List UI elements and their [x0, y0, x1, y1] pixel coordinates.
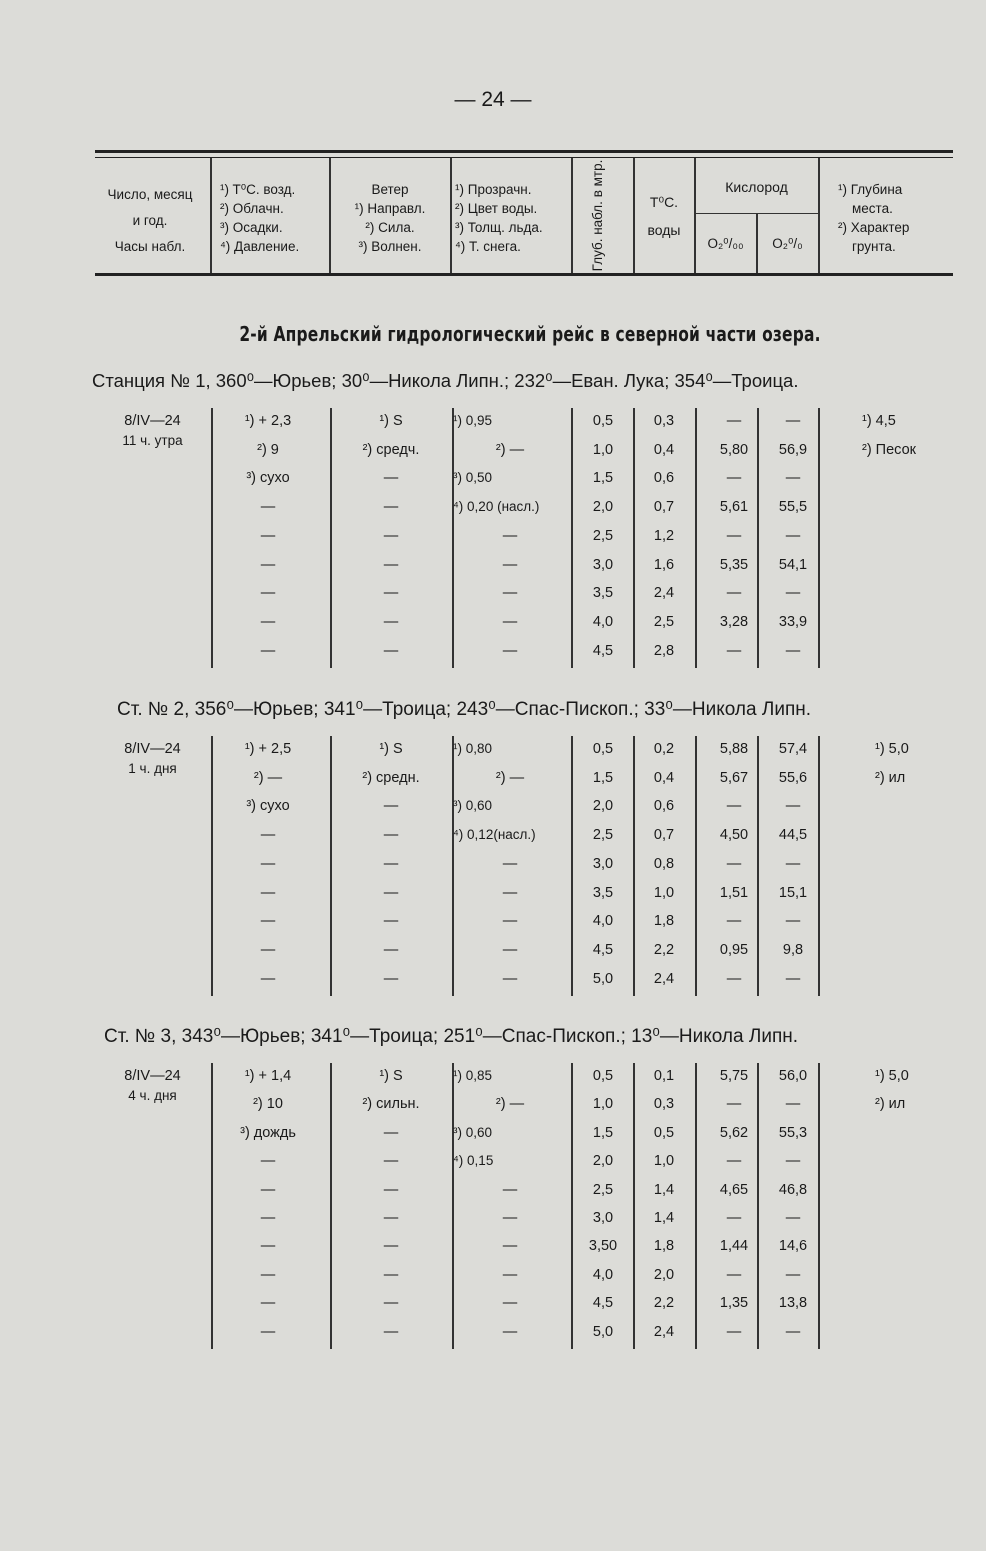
table-cell: ³) 0,50: [453, 470, 493, 486]
table-cell: 1,5: [592, 1124, 614, 1141]
station-2-heading: Ст. № 2, 356⁰—Юрьев; 341⁰—Троица; 243⁰—Спас-Пископ.; 33⁰—Никола Липн.: [117, 699, 812, 720]
table-cell: —: [260, 970, 276, 987]
table-cell: 1,0: [653, 884, 675, 901]
table-cell: —: [785, 642, 801, 659]
station-date: 1 ч. дня: [128, 761, 177, 776]
table-cell: 2,5: [592, 527, 614, 544]
table-cell: —: [502, 585, 518, 602]
table-cell: —: [260, 556, 276, 573]
table-cell: —: [726, 1210, 742, 1226]
table-cell: ²) средн.: [362, 769, 420, 786]
table-cell: ⁴) 0,15: [453, 1153, 494, 1169]
table-cell: 3,0: [592, 556, 614, 573]
table-cell: 3,0: [592, 855, 614, 872]
table-cell: —: [383, 642, 399, 659]
header-bottom-rule: [95, 273, 953, 276]
table-cell: ²) 10: [253, 1096, 283, 1113]
table-cell: 2,5: [592, 827, 614, 844]
station-ground: ¹) 5,0: [875, 1068, 909, 1084]
header-oxygen-percent: O₂⁰/₀: [772, 236, 803, 251]
table-cell: —: [260, 499, 276, 516]
table-cell: 5,0: [592, 970, 614, 987]
table-cell: ²) средч.: [362, 441, 420, 458]
table-cell: ³) сухо: [246, 470, 290, 487]
station-ground: ¹) 5,0: [875, 741, 909, 757]
header-ground-col: ¹) Глубина места. ²) Характер грунта.: [838, 182, 910, 254]
table-cell: —: [260, 527, 276, 544]
table-cell: —: [785, 1096, 801, 1113]
table-cell: ¹) + 2,3: [244, 413, 292, 429]
table-cell: —: [383, 1181, 399, 1198]
table-cell: 1,4: [653, 1181, 675, 1198]
table-cell: —: [785, 470, 801, 487]
station-ground: ²) Песок: [862, 441, 916, 458]
table-cell: 1,8: [653, 913, 675, 930]
table-cell: —: [502, 1238, 518, 1255]
table-cell: 5,80: [719, 441, 749, 458]
table-cell: 0,3: [653, 1096, 675, 1113]
table-cell: 1,5: [592, 769, 614, 786]
table-cell: 15,1: [778, 884, 808, 901]
table-cell: 5,67: [719, 769, 749, 786]
header-divider: [694, 158, 696, 273]
table-cell: 0,5: [592, 1068, 614, 1084]
header-divider: [818, 158, 820, 273]
table-cell: 4,0: [592, 1266, 614, 1283]
table-cell: 0,4: [653, 441, 675, 458]
table-cell: 0,3: [653, 413, 675, 429]
table-cell: ²) —: [253, 769, 283, 786]
station-date: 8/IV—24: [124, 413, 181, 429]
table-cell: 2,4: [653, 1323, 675, 1340]
table-cell: 5,61: [719, 499, 749, 516]
table-cell: —: [726, 1266, 742, 1283]
table-divider: [330, 1063, 332, 1349]
table-cell: ³) дождь: [240, 1124, 296, 1141]
table-cell: —: [383, 1238, 399, 1255]
table-cell: 0,6: [653, 798, 675, 815]
table-cell: —: [383, 1266, 399, 1283]
table-cell: 5,35: [719, 556, 749, 573]
section-title: 2-й Апрельский гидрологический рейс в северной части озера.: [239, 322, 821, 346]
table-cell: —: [726, 855, 742, 872]
table-cell: 1,5: [592, 470, 614, 487]
table-divider: [695, 736, 697, 996]
table-cell: 13,8: [778, 1295, 808, 1312]
table-cell: —: [785, 1210, 801, 1226]
table-cell: —: [383, 1210, 399, 1226]
table-cell: —: [502, 1210, 518, 1226]
table-cell: 5,88: [719, 741, 749, 757]
table-cell: —: [726, 470, 742, 487]
table-cell: 1,0: [592, 1096, 614, 1113]
table-cell: —: [260, 642, 276, 659]
table-cell: —: [785, 970, 801, 987]
table-cell: 1,0: [592, 441, 614, 458]
header-date-col: Число, месяц и год. Часы набл.: [107, 187, 193, 254]
table-cell: —: [260, 827, 276, 844]
table-cell: ⁴) 0,12(насл.): [453, 827, 536, 843]
table-cell: —: [383, 527, 399, 544]
table-cell: —: [260, 1181, 276, 1198]
table-cell: 55,5: [778, 499, 808, 516]
table-cell: 2,0: [592, 1153, 614, 1170]
station-date: 8/IV—24: [124, 741, 181, 757]
station-ground: ²) ил: [875, 769, 906, 786]
table-cell: —: [383, 970, 399, 987]
table-cell: 0,6: [653, 470, 675, 487]
table-cell: —: [726, 527, 742, 544]
table-cell: ²) 9: [257, 441, 279, 458]
table-cell: —: [383, 556, 399, 573]
table-cell: 2,8: [653, 642, 675, 659]
table-cell: 56,0: [778, 1068, 808, 1084]
table-cell: —: [260, 613, 276, 630]
table-cell: 2,5: [592, 1181, 614, 1198]
table-cell: 1,44: [719, 1238, 749, 1255]
table-cell: —: [502, 642, 518, 659]
table-cell: —: [383, 1323, 399, 1340]
table-cell: 9,8: [782, 941, 804, 958]
table-cell: 1,35: [719, 1295, 749, 1312]
table-cell: —: [383, 913, 399, 930]
table-cell: —: [383, 884, 399, 901]
page-number: — 24 —: [454, 88, 532, 111]
table-cell: 0,5: [592, 741, 614, 757]
table-cell: —: [383, 470, 399, 487]
table-cell: —: [502, 613, 518, 630]
table-cell: ¹) + 1,4: [244, 1068, 292, 1084]
table-cell: 0,8: [653, 855, 675, 872]
table-cell: —: [383, 1153, 399, 1170]
table-cell: 5,62: [719, 1124, 749, 1141]
table-cell: 2,5: [653, 613, 675, 630]
table-cell: —: [785, 798, 801, 815]
table-cell: ¹) 0,85: [453, 1068, 493, 1083]
table-cell: —: [726, 1153, 742, 1170]
table-cell: —: [260, 1295, 276, 1312]
table-cell: —: [383, 613, 399, 630]
table-cell: 0,4: [653, 769, 675, 786]
table-cell: —: [260, 913, 276, 930]
table-cell: 46,8: [778, 1181, 808, 1198]
table-cell: 2,0: [592, 798, 614, 815]
table-cell: —: [260, 1210, 276, 1226]
table-cell: 56,9: [778, 441, 808, 458]
table-cell: —: [383, 1295, 399, 1312]
table-cell: 0,7: [653, 827, 675, 844]
station-3-heading: Ст. № 3, 343⁰—Юрьев; 341⁰—Троица; 251⁰—Спас-Пископ.; 13⁰—Никола Липн.: [104, 1026, 799, 1047]
table-cell: 54,1: [778, 556, 808, 573]
table-cell: —: [502, 913, 518, 930]
table-cell: 3,5: [592, 585, 614, 602]
table-cell: —: [383, 855, 399, 872]
table-cell: 44,5: [778, 827, 808, 844]
table-cell: ²) —: [495, 441, 525, 458]
table-cell: —: [260, 1266, 276, 1283]
table-cell: ³) сухо: [246, 798, 290, 815]
table-cell: 0,2: [653, 741, 675, 757]
table-cell: ³) 0,60: [453, 798, 493, 814]
table-cell: —: [785, 1153, 801, 1170]
table-cell: 3,50: [588, 1238, 618, 1255]
table-cell: —: [502, 1295, 518, 1312]
table-cell: 14,6: [778, 1238, 808, 1255]
table-cell: 0,5: [653, 1124, 675, 1141]
table-cell: 55,6: [778, 769, 808, 786]
table-cell: —: [785, 855, 801, 872]
table-cell: 0,7: [653, 499, 675, 516]
table-cell: —: [260, 585, 276, 602]
table-cell: —: [260, 1323, 276, 1340]
station-1-heading: Станция № 1, 360⁰—Юрьев; 30⁰—Никола Липн.; 232⁰—Еван. Лука; 354⁰—Троица.: [92, 370, 799, 391]
table-cell: 4,5: [592, 1295, 614, 1312]
table-cell: ¹) S: [379, 741, 403, 757]
table-cell: 4,0: [592, 913, 614, 930]
table-cell: 55,3: [778, 1124, 808, 1141]
table-cell: 2,0: [592, 499, 614, 516]
header-oxygen-title: Кислород: [725, 179, 788, 195]
table-cell: 1,2: [653, 527, 675, 544]
table-cell: —: [726, 585, 742, 602]
table-cell: ¹) 0,80: [453, 741, 493, 756]
table-cell: —: [383, 798, 399, 815]
table-cell: —: [502, 556, 518, 573]
header-top-rule-thin: [95, 157, 953, 158]
table-cell: ¹) + 2,5: [244, 741, 292, 757]
table-cell: 5,75: [719, 1068, 749, 1084]
table-cell: —: [726, 798, 742, 815]
header-depth-col: Глуб. набл. в мтр.: [590, 159, 605, 272]
header-wind-col: Ветер ¹) Направл. ²) Сила. ³) Волнен.: [354, 182, 426, 254]
header-air-col: ¹) T⁰C. возд. ²) Облачн. ³) Осадки. ⁴) Давление.: [220, 182, 300, 254]
table-cell: 4,5: [592, 941, 614, 958]
table-cell: —: [502, 1266, 518, 1283]
table-cell: —: [785, 1323, 801, 1340]
table-cell: 3,5: [592, 884, 614, 901]
header-oxygen-permille: O₂⁰/₀₀: [707, 236, 744, 251]
table-cell: ²) —: [495, 769, 525, 786]
table-cell: 4,65: [719, 1181, 749, 1198]
table-cell: —: [260, 1153, 276, 1170]
table-divider: [330, 408, 332, 668]
header-temp-col: T⁰C. воды: [647, 194, 681, 238]
table-cell: 1,6: [653, 556, 675, 573]
table-cell: ¹) S: [379, 1068, 403, 1084]
table-cell: —: [502, 970, 518, 987]
oxygen-divider: [695, 213, 818, 214]
table-divider: [695, 408, 697, 668]
table-cell: ¹) S: [379, 413, 403, 429]
table-cell: 1,8: [653, 1238, 675, 1255]
table-divider: [571, 736, 573, 996]
table-cell: —: [383, 941, 399, 958]
table-cell: —: [726, 1323, 742, 1340]
table-cell: ¹) 0,95: [453, 413, 493, 428]
table-cell: 0,1: [653, 1068, 675, 1084]
table-cell: —: [785, 1266, 801, 1283]
table-cell: 0,95: [719, 941, 749, 958]
table-cell: —: [383, 585, 399, 602]
table-cell: ²) сильн.: [362, 1096, 420, 1113]
station-ground: ¹) 4,5: [862, 413, 896, 429]
table-cell: —: [726, 413, 742, 429]
table-cell: —: [785, 527, 801, 544]
table-cell: —: [726, 1096, 742, 1113]
table-cell: 2,2: [653, 1295, 675, 1312]
table-cell: ²) —: [495, 1096, 525, 1113]
table-cell: —: [260, 855, 276, 872]
table-cell: 1,51: [719, 884, 749, 901]
table-cell: 4,50: [719, 827, 749, 844]
table-cell: 4,0: [592, 613, 614, 630]
table-cell: —: [726, 913, 742, 930]
table-cell: 1,0: [653, 1153, 675, 1170]
table-cell: —: [502, 1181, 518, 1198]
station-date: 4 ч. дня: [128, 1088, 177, 1103]
table-cell: —: [502, 884, 518, 901]
header-top-rule: [95, 150, 953, 153]
table-cell: —: [726, 970, 742, 987]
table-cell: 2,4: [653, 585, 675, 602]
table-cell: 4,5: [592, 642, 614, 659]
station-date: 8/IV—24: [124, 1068, 181, 1084]
header-transparency-col: ¹) Прозрачн. ²) Цвет воды. ³) Толщ. льда. ⁴) Т. снега.: [455, 182, 543, 254]
table-divider: [330, 736, 332, 996]
table-cell: 1,4: [653, 1210, 675, 1226]
table-cell: —: [502, 941, 518, 958]
table-cell: 2,4: [653, 970, 675, 987]
table-cell: ⁴) 0,20 (насл.): [453, 499, 540, 515]
table-cell: —: [502, 527, 518, 544]
table-cell: —: [260, 941, 276, 958]
table-cell: —: [502, 1323, 518, 1340]
table-cell: —: [502, 855, 518, 872]
table-cell: —: [383, 499, 399, 516]
table-cell: 5,0: [592, 1323, 614, 1340]
table-divider: [571, 408, 573, 668]
table-divider: [571, 1063, 573, 1349]
table-cell: —: [260, 884, 276, 901]
table-cell: —: [383, 827, 399, 844]
table-cell: 2,2: [653, 941, 675, 958]
table-cell: —: [726, 642, 742, 659]
station-ground: ²) ил: [875, 1096, 906, 1113]
table-cell: 3,0: [592, 1210, 614, 1226]
table-cell: ³) 0,60: [453, 1124, 493, 1140]
header-divider: [210, 158, 212, 273]
table-divider: [695, 1063, 697, 1349]
table-cell: 3,28: [719, 613, 749, 630]
table-cell: —: [785, 913, 801, 930]
table-cell: 2,0: [653, 1266, 675, 1283]
header-divider: [450, 158, 452, 273]
table-cell: 57,4: [778, 741, 808, 757]
table-cell: —: [785, 413, 801, 429]
table-cell: 33,9: [778, 613, 808, 630]
table-cell: —: [260, 1238, 276, 1255]
table-cell: —: [785, 585, 801, 602]
table-cell: 0,5: [592, 413, 614, 429]
station-date: 11 ч. утра: [122, 433, 183, 448]
table-cell: —: [383, 1124, 399, 1141]
